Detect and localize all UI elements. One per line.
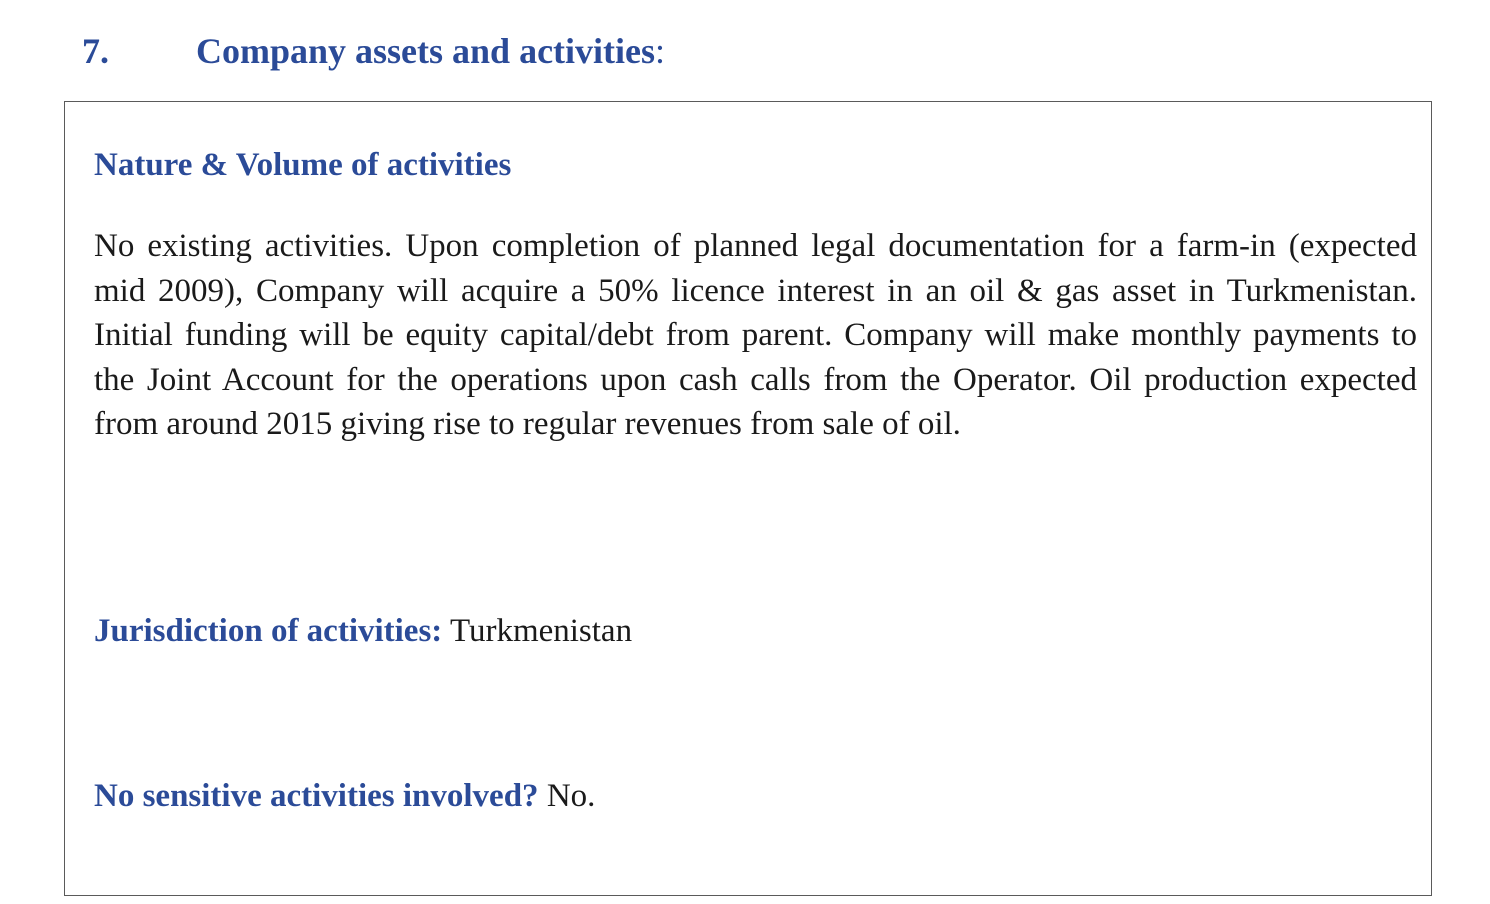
- sensitive-activities-line: [94, 776, 595, 816]
- section-heading: [82, 26, 665, 76]
- nature-volume-heading: Nature & Volume of activities: [94, 147, 512, 183]
- jurisdiction-line: [94, 611, 632, 651]
- jurisdiction-label: Jurisdiction of activities:: [94, 613, 443, 649]
- sensitive-activities-value: No.: [546, 778, 596, 814]
- jurisdiction-value: Turkmenistan: [449, 613, 633, 649]
- section-title-colon: :: [655, 31, 666, 71]
- section-title: Company assets and activities: [196, 31, 656, 71]
- section-number: 7.: [82, 31, 109, 71]
- nature-volume-text: No existing activities. Upon completion of planned legal documentation for a farm-in (expected mid 2009), Company will acquire a 50% licence interest in an oil & gas asset in Turkmenistan. Initial funding will be equity capital/debt from parent. Company will make monthly payments to the Joint Account for the operations upon cash calls from the Operator. Oil production expected from around 2015 giving rise to regular revenues from sale of oil.: [94, 228, 1417, 442]
- activities-box: [64, 101, 1432, 896]
- sensitive-activities-label: No sensitive activities involved?: [94, 778, 539, 814]
